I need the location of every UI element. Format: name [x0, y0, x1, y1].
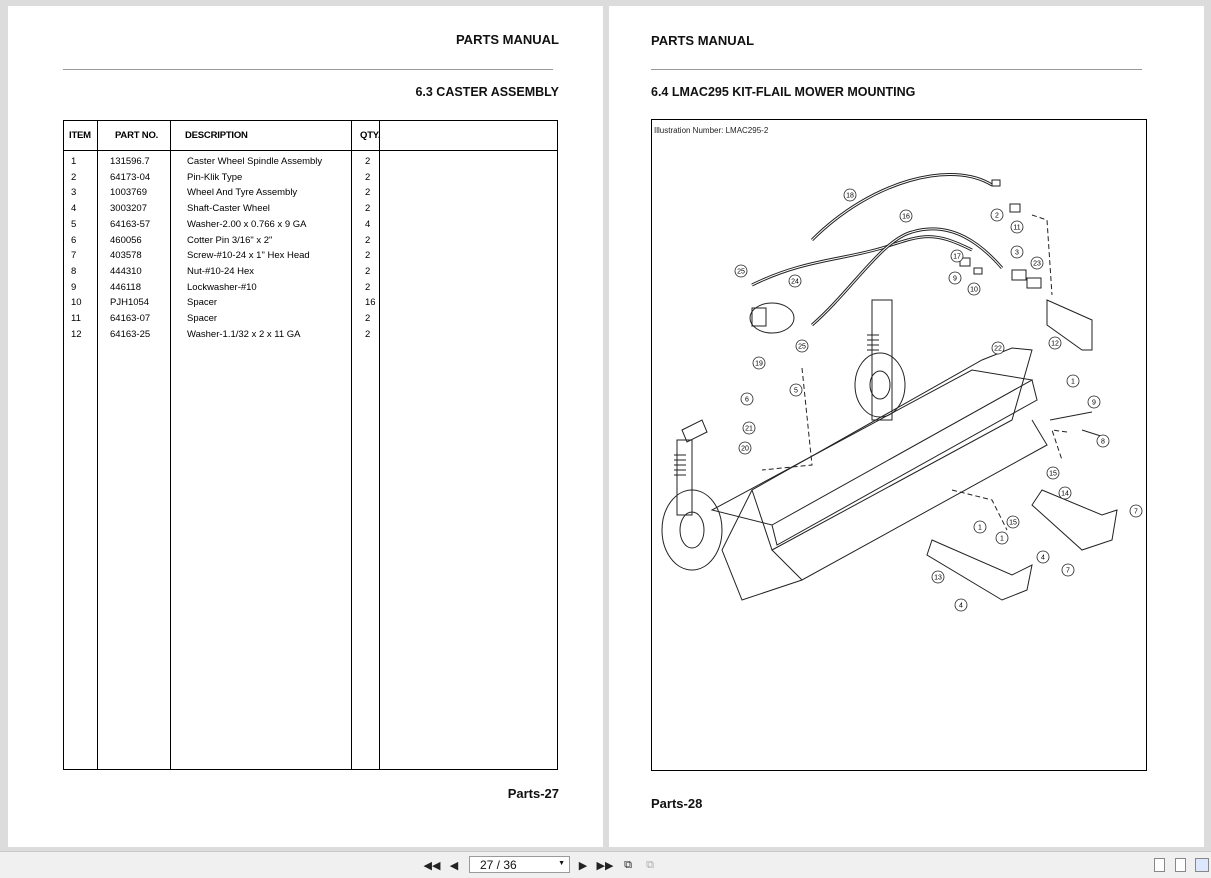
- table-row: [64, 313, 557, 328]
- callout-label: 9: [953, 275, 957, 283]
- facing-view-icon[interactable]: [1195, 858, 1209, 872]
- callout-label: 10: [970, 286, 978, 294]
- cell-description: Caster Wheel Spindle Assembly: [187, 156, 323, 167]
- callout-15: [1047, 467, 1059, 479]
- left-page-number: Parts-27: [507, 786, 559, 801]
- cell-item: 10: [71, 297, 82, 309]
- table-row: [64, 235, 557, 250]
- cell-part-no: 64163-25: [110, 328, 151, 340]
- callout-22: [992, 342, 1004, 354]
- callout-2: [991, 209, 1003, 221]
- callout-label: 5: [794, 387, 798, 395]
- callout-21: [743, 422, 755, 434]
- callout-5: [790, 384, 802, 396]
- parts-table: [63, 120, 558, 770]
- cell-part-no: 3003207: [110, 203, 147, 215]
- callout-label: 7: [1066, 567, 1070, 575]
- left-section-title: 6.3 CASTER ASSEMBLY: [415, 85, 559, 99]
- cell-item: 2: [71, 171, 77, 183]
- table-row: [64, 297, 557, 312]
- callout-label: 21: [745, 425, 753, 433]
- cell-description: Screw-#10-24 x 1" Hex Head: [187, 250, 310, 262]
- header-divider: [63, 69, 553, 70]
- cell-part-no: 446118: [110, 281, 141, 293]
- cell-part-no: 131596.7: [110, 156, 150, 167]
- cell-item: 12: [71, 328, 82, 340]
- cell-description: Shaft-Caster Wheel: [187, 203, 270, 215]
- cell-description: Spacer: [187, 297, 218, 309]
- header-divider: [651, 69, 1142, 70]
- cell-item: 11: [71, 313, 81, 324]
- callout-18: [844, 189, 856, 201]
- callout-7: [1130, 505, 1142, 517]
- cell-part-no: 1003769: [110, 187, 147, 199]
- callout-label: 1: [1000, 535, 1004, 543]
- prev-view-icon[interactable]: ⧉: [624, 858, 632, 871]
- callout-7: [1062, 564, 1074, 576]
- header-row-divider: [64, 150, 557, 151]
- callout-label: 15: [1049, 470, 1057, 478]
- callout-24: [789, 275, 801, 287]
- cell-part-no: 444310: [110, 265, 142, 277]
- right-page-number: Parts-28: [651, 796, 703, 811]
- callout-label: 16: [902, 213, 910, 221]
- prev-page-icon[interactable]: ◀: [449, 859, 459, 872]
- callout-1: [996, 532, 1008, 544]
- callout-label: 12: [1051, 340, 1059, 348]
- callout-label: 4: [959, 602, 963, 610]
- cell-description: Washer-2.00 x 0.766 x 9 GA: [187, 218, 307, 230]
- chevron-down-icon: ▼: [558, 860, 565, 867]
- left-page-header: PARTS MANUAL: [455, 32, 559, 47]
- cell-item: 3: [71, 187, 77, 199]
- first-page-icon[interactable]: ◀◀: [423, 859, 441, 872]
- callout-label: 20: [741, 445, 749, 453]
- callout-label: 22: [994, 345, 1002, 353]
- mower-mounting-drawing: [652, 120, 1146, 770]
- illustration-caption: Illustration Number: LMAC295-2: [654, 126, 769, 135]
- cell-qty: 2: [365, 156, 371, 167]
- callout-label: 13: [934, 574, 942, 582]
- cell-qty: 2: [365, 250, 371, 262]
- next-page-icon[interactable]: ▶: [578, 859, 588, 872]
- table-row: [64, 187, 557, 202]
- callout-13: [932, 571, 944, 583]
- col-header-part-no: PART NO.: [115, 130, 159, 141]
- table-row: [64, 250, 557, 265]
- cell-item: 7: [71, 250, 77, 262]
- cell-part-no: 64173-04: [110, 171, 151, 183]
- callout-label: 6: [745, 396, 749, 404]
- callout-15: [1007, 516, 1019, 528]
- callout-25: [796, 340, 808, 352]
- callout-3: [1011, 246, 1023, 258]
- callout-20: [739, 442, 751, 454]
- cell-description: Spacer: [187, 313, 218, 324]
- cell-part-no: 403578: [110, 250, 142, 262]
- cell-description: Pin-Klik Type: [187, 171, 243, 183]
- table-row: [64, 172, 557, 187]
- table-row: [64, 156, 557, 171]
- callout-label: 2: [995, 212, 999, 220]
- viewer-toolbar: [0, 851, 1211, 878]
- last-page-icon[interactable]: ▶▶: [596, 859, 614, 872]
- cell-item: 4: [71, 203, 77, 215]
- cell-item: 9: [71, 281, 77, 293]
- right-page-header: PARTS MANUAL: [651, 33, 755, 48]
- left-page: [8, 6, 603, 847]
- callout-label: 1: [1071, 378, 1075, 386]
- callout-9: [1088, 396, 1100, 408]
- callout-19: [753, 357, 765, 369]
- illustration-frame: [651, 119, 1147, 771]
- callout-11: [1011, 221, 1023, 233]
- cell-item: 6: [71, 234, 77, 246]
- page-indicator: 27 / 36: [480, 858, 517, 872]
- cell-item: 1: [71, 156, 77, 167]
- next-view-icon[interactable]: ⧉: [646, 858, 654, 871]
- cell-part-no: PJH1054: [110, 297, 150, 309]
- callout-label: 8: [1101, 438, 1105, 446]
- callout-label: 25: [798, 343, 806, 351]
- cell-qty: 2: [365, 313, 371, 324]
- single-page-view-icon[interactable]: [1154, 858, 1165, 872]
- table-row: [64, 282, 557, 297]
- callout-label: 1: [978, 524, 982, 532]
- cell-qty: 2: [365, 328, 371, 340]
- callout-4: [1037, 551, 1049, 563]
- callout-label: 23: [1033, 260, 1041, 268]
- callout-16: [900, 210, 912, 222]
- cell-part-no: 64163-07: [110, 313, 151, 324]
- callout-23: [1031, 257, 1043, 269]
- callout-4: [955, 599, 967, 611]
- table-row: [64, 203, 557, 218]
- right-page: [609, 6, 1204, 847]
- cell-qty: 16: [365, 297, 376, 309]
- callout-label: 3: [1015, 249, 1019, 257]
- cell-item: 5: [71, 218, 77, 230]
- cell-qty: 2: [365, 234, 371, 246]
- callout-1: [1067, 375, 1079, 387]
- callout-label: 19: [755, 360, 763, 368]
- callout-17: [951, 250, 963, 262]
- callout-label: 18: [846, 192, 854, 200]
- col-header-description: DESCRIPTION: [185, 130, 248, 141]
- callout-label: 25: [737, 268, 745, 276]
- callout-label: 9: [1092, 399, 1096, 407]
- callout-label: 7: [1134, 508, 1138, 516]
- callout-14: [1059, 487, 1071, 499]
- right-section-title: 6.4 LMAC295 KIT-FLAIL MOWER MOUNTING: [651, 85, 916, 99]
- callout-10: [968, 283, 980, 295]
- cell-qty: 2: [365, 171, 371, 183]
- col-header-qty: QTY.: [360, 130, 381, 141]
- callout-1: [974, 521, 986, 533]
- table-row: [64, 219, 557, 234]
- cell-description: Cotter Pin 3/16" x 2": [187, 234, 273, 246]
- table-row: [64, 266, 557, 281]
- cell-qty: 2: [365, 203, 371, 215]
- cell-part-no: 64163-57: [110, 218, 151, 230]
- cell-qty: 2: [365, 281, 371, 293]
- callout-label: 11: [1013, 224, 1021, 232]
- cell-description: Washer-1.1/32 x 2 x 11 GA: [187, 328, 301, 340]
- callout-25: [735, 265, 747, 277]
- callout-label: 14: [1061, 490, 1069, 498]
- callout-9: [949, 272, 961, 284]
- callout-label: 4: [1041, 554, 1045, 562]
- cell-qty: 2: [365, 187, 371, 199]
- cell-item: 8: [71, 265, 77, 277]
- col-header-item: ITEM: [69, 130, 91, 141]
- cell-description: Lockwasher-#10: [187, 281, 257, 293]
- callout-label: 24: [791, 278, 799, 286]
- cell-description: Wheel And Tyre Assembly: [187, 187, 298, 199]
- cell-description: Nut-#10-24 Hex: [187, 265, 255, 277]
- callout-12: [1049, 337, 1061, 349]
- continuous-view-icon[interactable]: [1175, 858, 1186, 872]
- callout-8: [1097, 435, 1109, 447]
- cell-qty: 2: [365, 265, 371, 277]
- callout-label: 17: [953, 253, 961, 261]
- cell-part-no: 460056: [110, 234, 142, 246]
- cell-qty: 4: [365, 218, 371, 230]
- table-row: [64, 329, 557, 344]
- callout-label: 15: [1009, 519, 1017, 527]
- page-number-select[interactable]: [469, 856, 570, 873]
- callout-6: [741, 393, 753, 405]
